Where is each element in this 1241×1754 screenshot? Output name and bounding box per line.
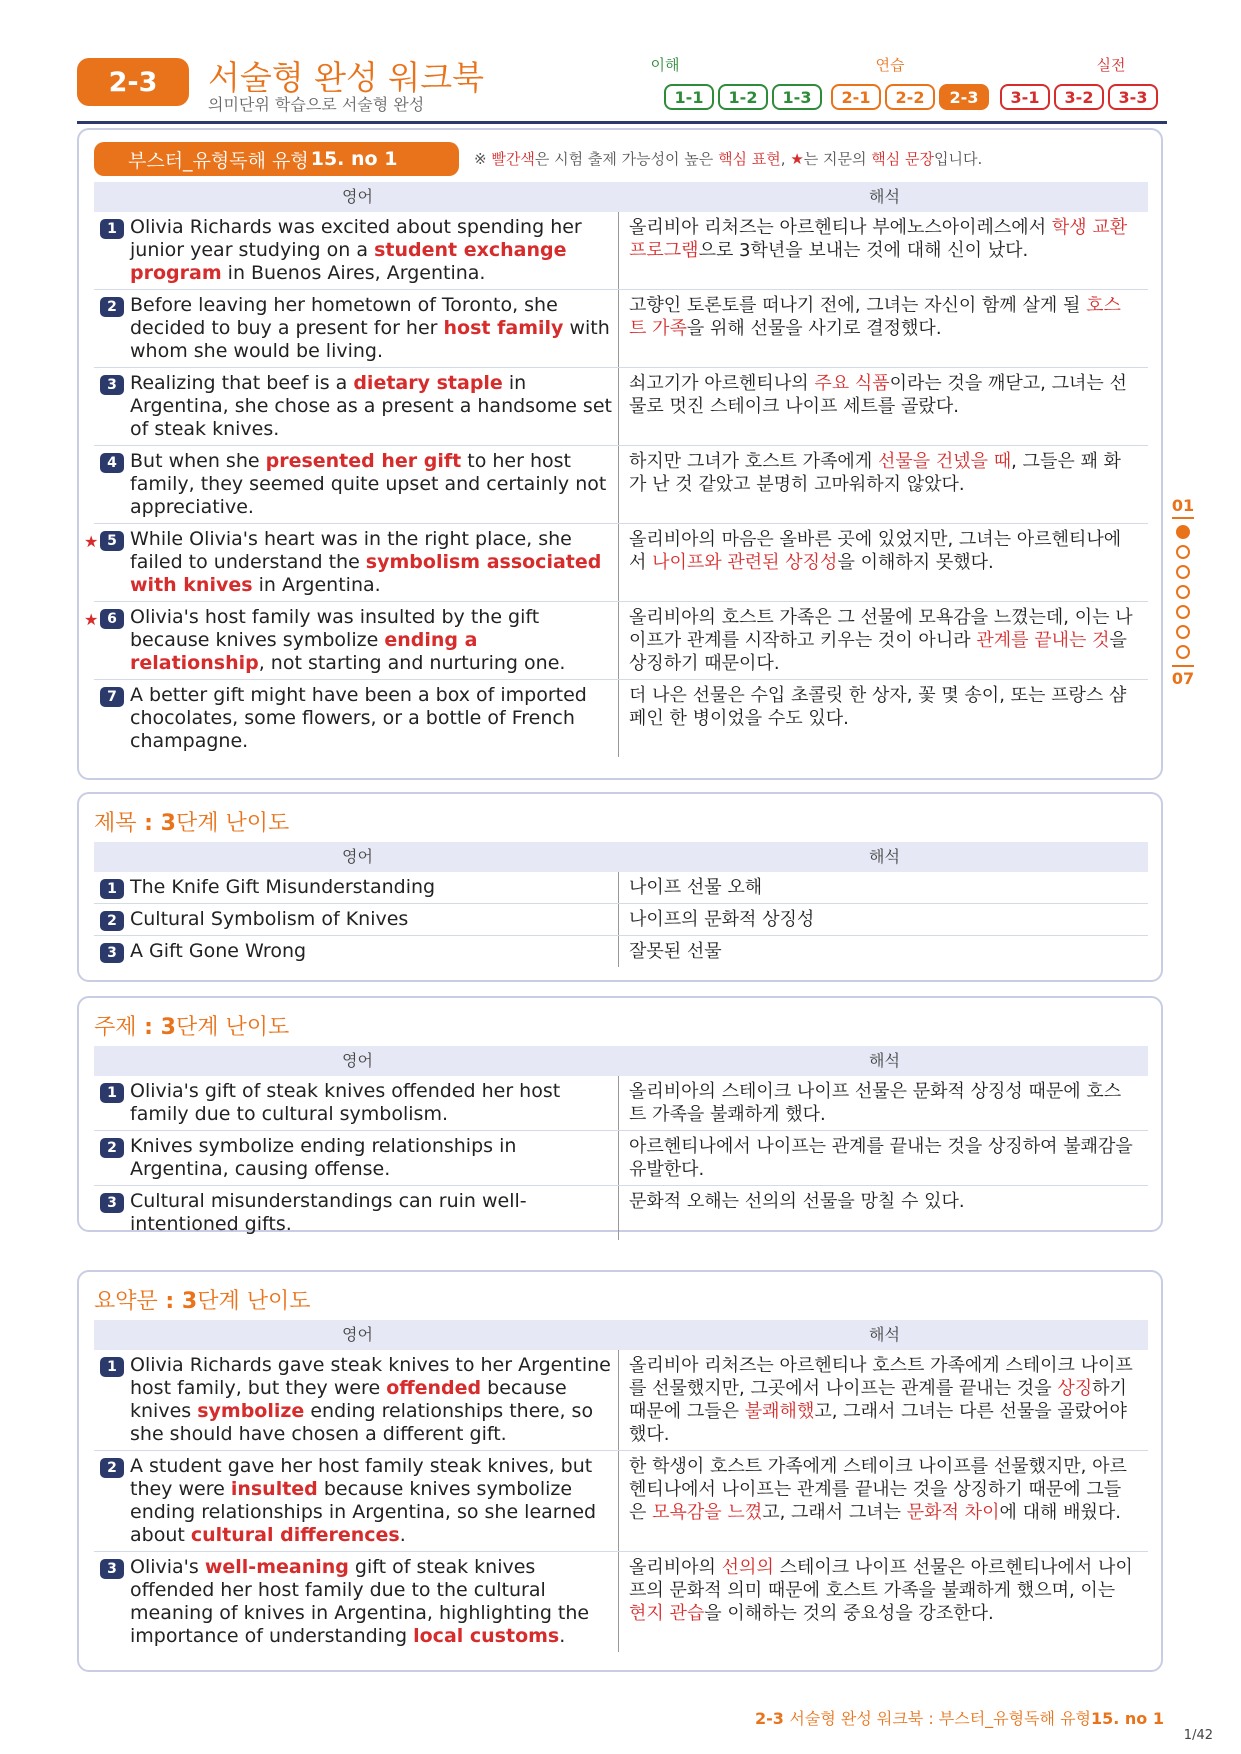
text-segment: Olivia's gift of steak knives offended her host family due to cultural symbolism.	[130, 1080, 561, 1125]
text-segment: 하지만 그녀가 호스트 가족에게	[629, 451, 878, 472]
english-cell	[94, 904, 619, 935]
row-number-badge: 3	[100, 1559, 124, 1579]
footer-caption	[755, 1706, 1164, 1729]
col-english: 영어	[342, 1051, 373, 1070]
table-row	[94, 1076, 1148, 1131]
col-korean: 해석	[869, 187, 900, 206]
text-segment: ending relationships there, so she should have chosen a different gift.	[130, 1400, 594, 1445]
theme-table	[94, 1046, 1148, 1240]
row-number-badge: 6	[100, 609, 124, 629]
col-english: 영어	[342, 187, 373, 206]
key-expression: 문화적 차이	[906, 1502, 1000, 1523]
text-segment: Knives symbolize ending relationships in Argentina, causing offense.	[130, 1135, 517, 1180]
table-row	[94, 1350, 1148, 1451]
nav-group-label-practice: 연습	[875, 56, 905, 74]
star-icon: ★	[84, 532, 99, 551]
table-header	[94, 1320, 1148, 1350]
key-expression: well-meaning	[204, 1556, 349, 1578]
table-row	[84, 602, 1148, 680]
text-segment: 올리비아 리처즈는 아르헨티나 호스트 가족에게 스테이크 나이프를 선물했지만, 그곳에서 나이프는 관계를 끝내는 것을	[629, 1355, 1133, 1399]
footer-number: 15. no 1	[1091, 1709, 1164, 1728]
section-label: 요약문	[94, 1289, 158, 1314]
side-dots	[1170, 525, 1196, 659]
passage-rows	[84, 212, 1148, 757]
text-segment: 올리비아의 마음은 올바른 곳에 있었지만, 그녀는 아르헨티나에서	[629, 529, 1122, 573]
note-red: 핵심 문장	[871, 150, 935, 168]
text-segment: 을 이해하는 것의 중요성을 강조한다.	[704, 1603, 994, 1624]
table-header	[94, 182, 1148, 212]
booster-label-number: 15. no 1	[310, 148, 398, 170]
note-text: ,	[780, 150, 791, 168]
table-row	[94, 936, 1148, 967]
english-cell	[94, 290, 619, 367]
key-expression: 학생 교환 프로그램	[629, 217, 1128, 261]
key-expression: 현지 관습	[629, 1603, 705, 1624]
theme-section	[77, 996, 1163, 1235]
key-expression: 선물을 건넸을 때	[877, 451, 1012, 472]
table-row	[94, 446, 1148, 524]
col-korean: 해석	[869, 1325, 900, 1344]
nav-3-2-button[interactable]: 3-2	[1054, 84, 1104, 110]
text-segment: 잘못된 선물	[629, 941, 722, 962]
nav-2-1-button[interactable]: 2-1	[831, 84, 881, 110]
text-segment: 더 나은 선물은 수입 초콜릿 한 상자, 꽃 몇 송이, 또는 프랑스 샴페인 한 병이었을 수도 있다.	[629, 685, 1127, 729]
table-row	[94, 290, 1148, 368]
progress-dot[interactable]	[1176, 645, 1190, 659]
section-level-suffix: 단계 난이도	[175, 1015, 290, 1040]
text-segment: 으로 3학년을 보내는 것에 대해 신이 났다.	[698, 240, 1029, 261]
col-english: 영어	[342, 847, 373, 866]
note-red: 빨간색	[491, 150, 535, 168]
text-segment: 올리비아의 호스트 가족은 그 선물에 모욕감을 느꼈는데, 이는 나이프가 관계를 시작하고 키우는 것이 아니라	[629, 607, 1133, 651]
text-segment: 하기 때문에 그들은	[629, 1378, 1127, 1422]
section-level: : 3	[157, 1289, 198, 1314]
table-header	[94, 842, 1148, 872]
table-row	[94, 1131, 1148, 1186]
text-segment: 올리비아의 스테이크 나이프 선물은 문화적 상징성 때문에 호스트 가족을 불쾌하게 했다.	[629, 1081, 1122, 1125]
table-header	[94, 1046, 1148, 1076]
table-row	[94, 680, 1148, 757]
col-english: 영어	[342, 1325, 373, 1344]
text-segment: While Olivia's heart was in the right place, she failed to understand the	[130, 528, 572, 573]
text-segment: 올리비아 리처즈는 아르헨티나 부에노스아이레스에서	[629, 217, 1052, 238]
text-segment: 고, 그래서 그녀는 다른 선물을 골랐어야 했다.	[629, 1401, 1127, 1445]
table-row	[94, 1451, 1148, 1552]
text-segment: A better gift might have been a box of imported chocolates, some flowers, or a bottle of French champagne.	[130, 684, 587, 752]
key-expression: local customs	[413, 1625, 560, 1647]
korean-cell	[619, 602, 1148, 679]
korean-cell	[619, 936, 1148, 967]
key-expression: 상징	[1057, 1378, 1093, 1399]
progress-dot[interactable]	[1176, 585, 1190, 599]
row-number-badge: 1	[100, 219, 124, 239]
table-row	[94, 368, 1148, 446]
english-cell	[94, 1186, 619, 1240]
row-number-badge: 3	[100, 1193, 124, 1213]
text-segment: 문화적 오해는 선의의 선물을 망칠 수 있다.	[629, 1191, 965, 1212]
progress-dot[interactable]	[1176, 625, 1190, 639]
korean-cell	[619, 680, 1148, 757]
page-title: 서술형 완성 워크북	[208, 58, 485, 97]
text-segment: 을 이해하지 못했다.	[837, 552, 994, 573]
note-text: ※	[474, 150, 492, 168]
side-bar-top	[1172, 517, 1194, 519]
star-icon: ★	[84, 610, 99, 629]
row-number-badge: 1	[100, 879, 124, 899]
text-segment: with whom she would be living.	[130, 317, 610, 362]
text-segment: A Gift Gone Wrong	[130, 940, 307, 962]
text-segment: 나이프 선물 오해	[629, 877, 763, 898]
key-expression: student exchange program	[130, 239, 567, 284]
nav-1-2-button[interactable]: 1-2	[718, 84, 768, 110]
summary-rows	[94, 1350, 1148, 1652]
korean-cell	[619, 368, 1148, 445]
korean-cell	[619, 212, 1148, 289]
text-segment: Cultural misunderstandings can ruin well-intentioned gifts.	[130, 1190, 527, 1235]
row-number-badge: 3	[100, 943, 124, 963]
passage-table	[84, 182, 1148, 757]
text-segment: in Buenos Aires, Argentina.	[221, 262, 486, 284]
english-cell	[94, 1552, 619, 1652]
header-divider	[77, 121, 1167, 124]
english-cell	[94, 872, 619, 903]
nav-1-1-button[interactable]: 1-1	[664, 84, 714, 110]
theme-rows	[94, 1076, 1148, 1240]
table-row	[94, 1186, 1148, 1240]
text-segment: Before leaving her hometown of Toronto, she decided to buy a present for her	[130, 294, 558, 339]
progress-dot[interactable]	[1176, 605, 1190, 619]
english-cell	[94, 1131, 619, 1185]
footer-text: 서술형 완성 워크북 : 부스터_유형독해 유형	[789, 1709, 1091, 1728]
english-cell	[94, 1350, 619, 1450]
row-number-badge: 4	[100, 453, 124, 473]
row-number-badge: 2	[100, 1458, 124, 1478]
key-expression: 호스트 가족	[629, 295, 1121, 339]
key-expression: offended	[386, 1377, 482, 1399]
col-korean: 해석	[869, 847, 900, 866]
key-expression: 선의의	[721, 1557, 774, 1578]
progress-dot[interactable]	[1176, 565, 1190, 579]
text-segment: Cultural Symbolism of Knives	[130, 908, 409, 930]
nav-group-label-understand: 이해	[650, 56, 680, 74]
page-subtitle: 의미단위 학습으로 서술형 완성	[208, 95, 425, 114]
text-segment: in Argentina, she chose as a present a handsome set of steak knives.	[130, 372, 612, 440]
nav-1-3-button[interactable]: 1-3	[772, 84, 822, 110]
key-expression: 관계를 끝내는 것	[976, 630, 1110, 651]
key-expression: 주요 식품	[814, 373, 890, 394]
section-level-suffix: 단계 난이도	[175, 811, 290, 836]
english-cell	[94, 1451, 619, 1551]
text-segment: 에 대해 배웠다.	[999, 1502, 1121, 1523]
english-cell	[94, 212, 619, 289]
text-segment: , not starting and nurturing one.	[258, 652, 566, 674]
text-segment: 한 학생이 호스트 가족에게 스테이크 나이프를 선물했지만, 아르헨티나에서 나이프는 관계를 끝내는 것을 상징하기 때문에 그들은	[629, 1456, 1127, 1523]
section-level: : 3	[136, 811, 176, 836]
title-section-heading	[94, 806, 289, 837]
text-segment: 을 상징하기 때문이다.	[629, 630, 1127, 674]
booster-label: 부스터_유형독해 유형	[128, 149, 309, 172]
progress-dot[interactable]	[1176, 545, 1190, 559]
table-row	[94, 212, 1148, 290]
text-segment: 고, 그래서 그녀는	[762, 1502, 907, 1523]
key-expression: 나이프와 관련된 상징성	[652, 552, 838, 573]
note-text: 는 지문의	[803, 150, 872, 168]
section-label: 제목	[94, 811, 137, 836]
summary-section	[77, 1270, 1163, 1672]
row-number-badge: 7	[100, 687, 124, 707]
text-segment: Olivia's host family was insulted by the gift because knives symbolize	[130, 606, 540, 651]
key-expression: ending a relationship	[130, 629, 478, 674]
page-number: 1/42	[1183, 1728, 1213, 1743]
row-number-badge: 2	[100, 297, 124, 317]
section-level-suffix: 단계 난이도	[197, 1289, 311, 1314]
summary-section-heading	[94, 1284, 310, 1315]
text-segment: 아르헨티나에서 나이프는 관계를 끝내는 것을 상징하여 불쾌감을 유발한다.	[629, 1136, 1133, 1180]
key-expression: 모욕감을 느꼈	[652, 1502, 763, 1523]
title-section	[77, 792, 1163, 982]
text-segment: 이라는 것을 깨닫고, 그녀는 선물로 멋진 스테이크 나이프 세트를 골랐다.	[629, 373, 1127, 417]
table-row	[94, 872, 1148, 904]
summary-table	[94, 1320, 1148, 1652]
key-expression: cultural differences	[190, 1524, 400, 1546]
row-number-badge: 2	[100, 1138, 124, 1158]
nav-group-label-real: 실전	[1096, 56, 1126, 74]
nav-3-1-button[interactable]: 3-1	[1000, 84, 1050, 110]
korean-cell	[619, 1350, 1148, 1450]
text-segment: in Argentina.	[252, 574, 381, 596]
section-level: : 3	[136, 1015, 176, 1040]
text-segment: A student gave her host family steak knives, but they were	[130, 1455, 593, 1500]
text-segment: But when she	[130, 450, 266, 472]
korean-cell	[619, 1131, 1148, 1185]
side-end-label: 07	[1171, 669, 1195, 688]
key-expression: 불쾌해했	[744, 1401, 815, 1422]
table-row	[84, 524, 1148, 602]
side-bar-bottom	[1172, 665, 1194, 667]
nav-3-3-button[interactable]: 3-3	[1108, 84, 1158, 110]
title-rows	[94, 872, 1148, 967]
row-number-badge: 2	[100, 911, 124, 931]
key-expression: symbolism associated with knives	[130, 551, 602, 596]
note-text: 은 시험 출제 가능성이 높은	[534, 150, 719, 168]
key-expression: dietary staple	[353, 372, 503, 394]
row-number-badge: 3	[100, 375, 124, 395]
text-segment: 고향인 토론토를 떠나기 전에, 그녀는 자신이 함께 살게 될	[629, 295, 1087, 316]
section-label: 주제	[94, 1015, 137, 1040]
legend-note	[474, 148, 982, 169]
key-expression: insulted	[230, 1478, 318, 1500]
text-segment: gift of steak knives offended her host family due to the cultural meaning of knives in Argentina, highlighting the importance of understanding	[130, 1556, 590, 1647]
progress-dot[interactable]	[1176, 525, 1190, 539]
table-row	[94, 904, 1148, 936]
english-cell	[84, 524, 619, 601]
text-segment: , 그들은 꽤 화가 난 것 같았고 분명히 고마워하지 않았다.	[629, 451, 1121, 495]
text-segment: 을 위해 선물을 사기로 결정했다.	[686, 318, 942, 339]
passage-section	[77, 128, 1163, 780]
english-cell	[94, 446, 619, 523]
booster-tag	[94, 142, 459, 176]
row-number-badge: 1	[100, 1083, 124, 1103]
row-number-badge: 5	[100, 531, 124, 551]
korean-cell	[619, 524, 1148, 601]
text-segment: 나이프의 문화적 상징성	[629, 909, 815, 930]
text-segment: .	[399, 1524, 406, 1546]
korean-cell	[619, 872, 1148, 903]
text-segment: Olivia Richards was excited about spending her junior year studying on a	[130, 216, 582, 261]
text-segment: Olivia's	[130, 1556, 205, 1578]
korean-cell	[619, 1076, 1148, 1130]
unit-badge: 2-3	[77, 58, 189, 106]
text-segment: Realizing that beef is a	[130, 372, 354, 394]
text-segment: .	[559, 1625, 566, 1647]
english-cell	[94, 936, 619, 967]
korean-cell	[619, 1451, 1148, 1551]
col-korean: 해석	[869, 1051, 900, 1070]
key-expression: presented her gift	[265, 450, 462, 472]
english-cell	[84, 602, 619, 679]
title-table	[94, 842, 1148, 967]
row-number-badge: 1	[100, 1357, 124, 1377]
text-segment: 쇠고기가 아르헨티나의	[629, 373, 815, 394]
english-cell	[94, 1076, 619, 1130]
text-segment: Olivia Richards gave steak knives to her Argentine host family, but they were	[130, 1354, 611, 1399]
text-segment: because knives	[130, 1377, 567, 1422]
text-segment: 스테이크 나이프 선물은 아르헨티나에서 나이프의 문화적 의미 때문에 호스트 가족을 불쾌하게 했으며, 이는	[629, 1557, 1133, 1601]
text-segment: The Knife Gift Misunderstanding	[130, 876, 436, 898]
note-star: ★	[790, 150, 804, 168]
key-expression: symbolize	[197, 1400, 305, 1422]
note-text: 입니다.	[934, 150, 983, 168]
korean-cell	[619, 290, 1148, 367]
side-start-label: 01	[1171, 496, 1195, 515]
footer-prefix: 2-3	[754, 1709, 790, 1728]
note-red: 핵심 표현	[718, 150, 781, 168]
text-segment: because knives symbolize ending relationships in Argentina, so she learned about	[130, 1478, 597, 1546]
text-segment: 올리비아의	[629, 1557, 722, 1578]
korean-cell	[619, 1552, 1148, 1652]
korean-cell	[619, 904, 1148, 935]
nav-2-3-button[interactable]: 2-3	[939, 84, 989, 110]
key-expression: host family	[443, 317, 564, 339]
nav-2-2-button[interactable]: 2-2	[885, 84, 935, 110]
table-row	[94, 1552, 1148, 1652]
english-cell	[94, 368, 619, 445]
text-segment: to her host family, they seemed quite upset and certainly not appreciative.	[130, 450, 607, 518]
korean-cell	[619, 446, 1148, 523]
korean-cell	[619, 1186, 1148, 1240]
theme-section-heading	[94, 1010, 289, 1041]
side-progress-nav	[1170, 496, 1196, 688]
english-cell	[94, 680, 619, 757]
